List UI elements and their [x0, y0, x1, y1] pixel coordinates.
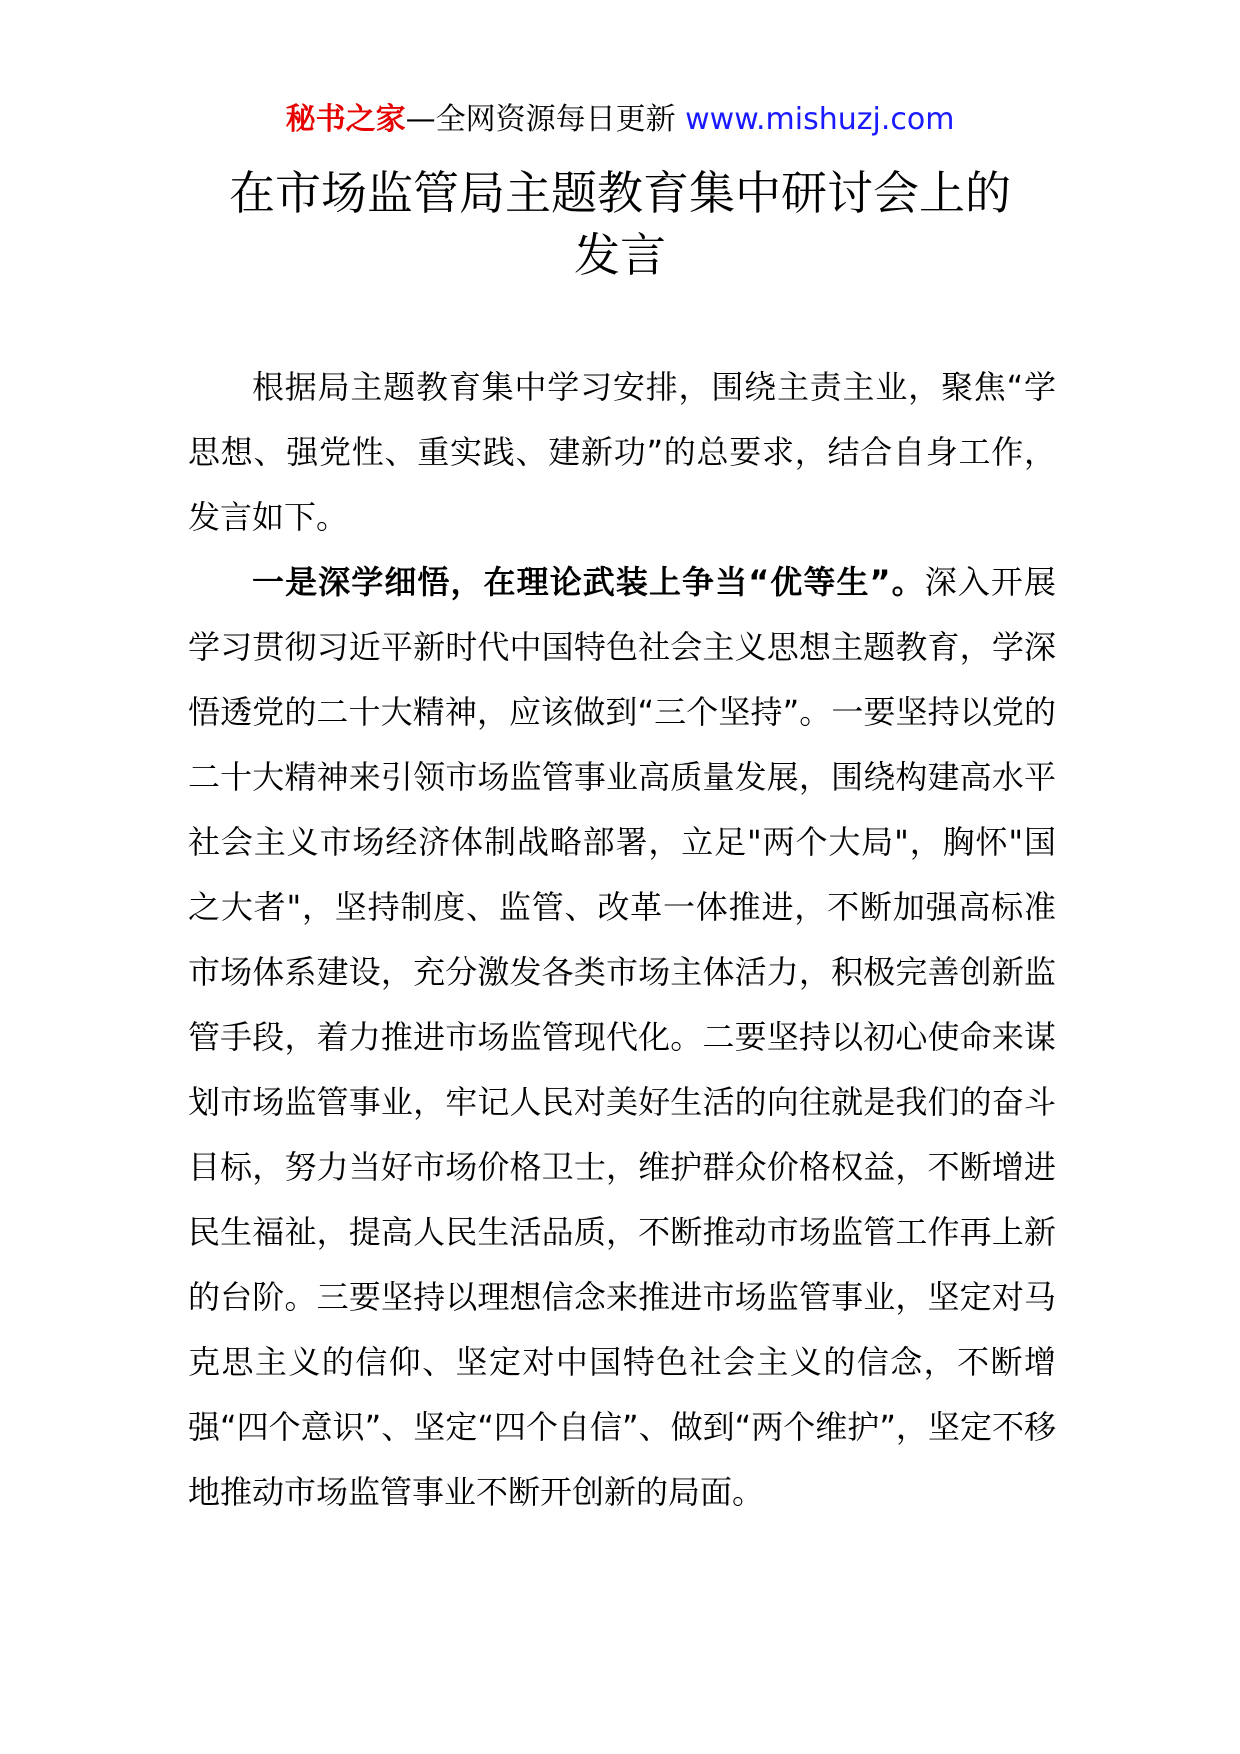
site-tagline: —全网资源每日更新: [405, 102, 686, 137]
document-body: [188, 355, 1056, 1525]
document-title-line-1: 在市场监管局主题教育集中研讨会上的: [229, 166, 1011, 220]
site-header: [0, 100, 1240, 140]
document-title-line-2: 发言: [574, 228, 666, 282]
intro-paragraph: 根据局主题教育集中学习安排，围绕主责主业，聚焦“学思想、强党性、重实践、建新功”的总要求，结合自身工作，发言如下。: [188, 368, 1056, 536]
site-url-link[interactable]: www.mishuzj.com: [685, 102, 955, 137]
section-one-lead: 一是深学细悟，在理论武装上争当“优等生”。: [252, 563, 925, 601]
section-one-paragraph: [188, 550, 1056, 1525]
site-brand: 秘书之家: [285, 102, 406, 137]
document-title: [0, 162, 1240, 286]
section-one-body: 深入开展学习贯彻习近平新时代中国特色社会主义思想主题教育，学深悟透党的二十大精神，应该做到“三个坚持”。一要坚持以党的二十大精神来引领市场监管事业高质量发展，围绕构建高水平社会主义市场经济体制战略部署，立足"两个大局"，胸怀"国之大者"，坚持制度、监管、改革一体推进，不断加强高标准市场体系建设，充分激发各类市场主体活力，积极完善创新监管手段，着力推进市场监管现代化。二要坚持以初心使命来谋划市场监管事业，牢记人民对美好生活的向往就是我们的奋斗目标，努力当好市场价格卫士，维护群众价格权益，不断增进民生福祉，提高人民生活品质，不断推动市场监管工作再上新的台阶。三要坚持以理想信念来推进市场监管事业，坚定对马克思主义的信仰、坚定对中国特色社会主义的信念，不断增强“四个意识”、坚定“四个自信”、做到“两个维护”，坚定不移地推动市场监管事业不断开创新的局面。: [188, 563, 1056, 1511]
